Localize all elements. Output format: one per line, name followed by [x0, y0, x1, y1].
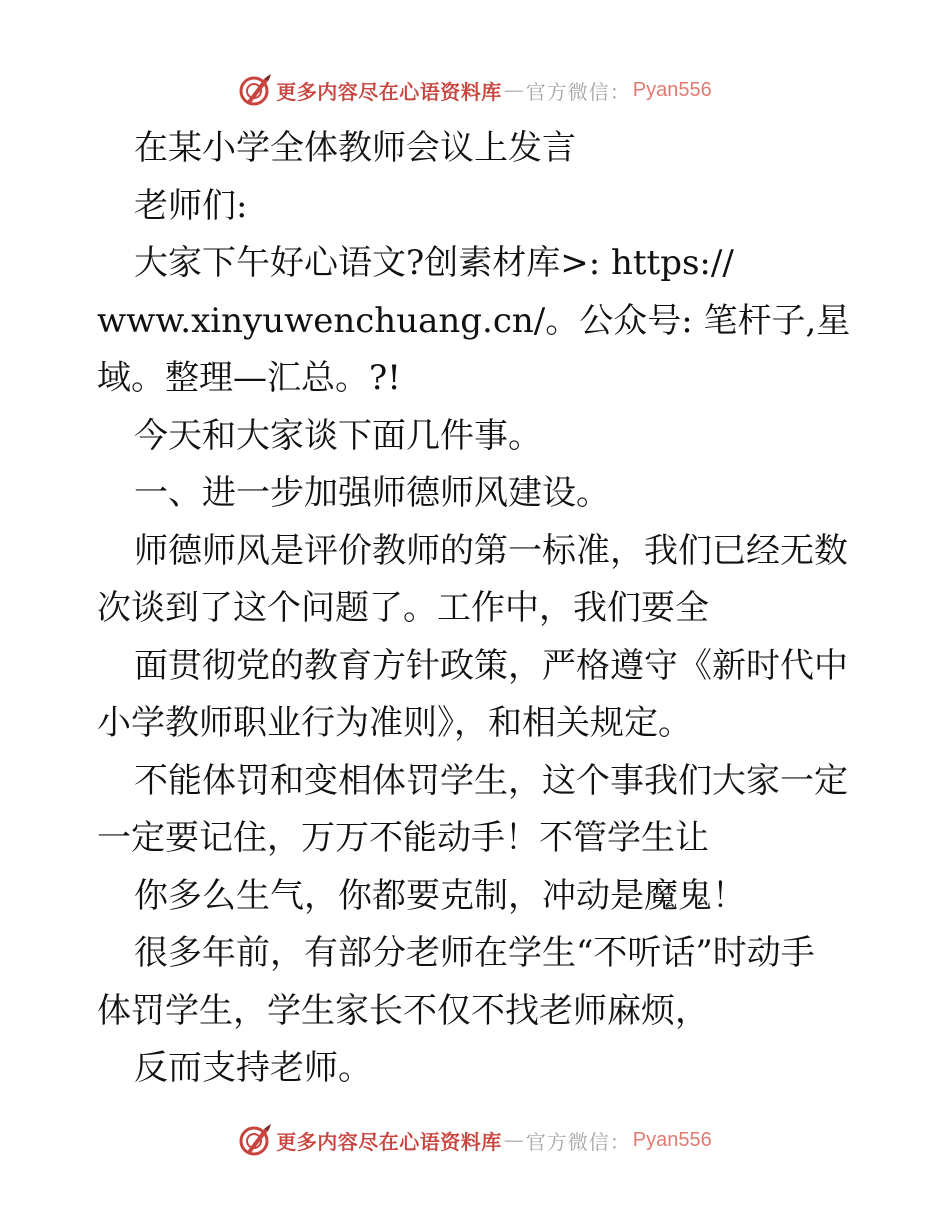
banner-dash: — [503, 1128, 524, 1152]
banner-brand-text: 更多内容尽在心语资料库 [276, 1129, 502, 1154]
paragraph-line: 一定要记住，万万不能动手！不管学生让 [97, 818, 709, 858]
paragraph-line: 很多年前，有部分老师在学生“不听话”时动手 [134, 933, 815, 973]
paragraph-line: 不能体罚和变相体罚学生，这个事我们大家一定 [134, 760, 848, 801]
paragraph-line: 大家下午好心语文?创素材库>: https:// [134, 243, 734, 283]
paragraph-line: 面贯彻党的教育方针政策，严格遵守《新时代中 [134, 645, 848, 686]
paragraph-line: 次谈到了这个问题了。工作中，我们要全 [97, 588, 709, 628]
banner-wechat-label: 官方微信： [525, 1129, 631, 1154]
banner-brand-text: 更多内容尽在心语资料库 [276, 79, 502, 104]
section-heading: 一、进一步加强师德师风建设。 [134, 473, 610, 513]
header-banner [0, 70, 950, 110]
banner-wechat-id: Pyan556 [632, 78, 712, 101]
salutation: 老师们: [134, 185, 248, 226]
document-body [97, 120, 857, 1098]
paragraph-line: 反而支持老师。 [134, 1048, 372, 1088]
paragraph-line: 你多么生气，你都要克制，冲动是魔鬼！ [134, 875, 746, 916]
footer-banner [0, 1120, 950, 1160]
banner-dash: — [503, 78, 524, 102]
paragraph-line: 师德师风是评价教师的第一标准，我们已经无数 [134, 530, 848, 571]
quill-logo-icon [238, 73, 272, 107]
paragraph-line: 域。整理—汇总。?! [97, 358, 401, 398]
paragraph-line: 今天和大家谈下面几件事。 [134, 415, 542, 456]
banner-wechat-id: Pyan556 [632, 1128, 712, 1151]
banner-wechat-label: 官方微信： [525, 79, 631, 104]
paragraph-line: www.xinyuwenchuang.cn/。公众号: 笔杆子,星 [97, 300, 851, 341]
paragraph-line: 体罚学生，学生家长不仅不找老师麻烦， [97, 990, 709, 1031]
quill-logo-icon [238, 1123, 272, 1157]
document-title: 在某小学全体教师会议上发言 [134, 128, 576, 168]
paragraph-line: 小学教师职业行为准则》，和相关规定。 [97, 703, 692, 743]
